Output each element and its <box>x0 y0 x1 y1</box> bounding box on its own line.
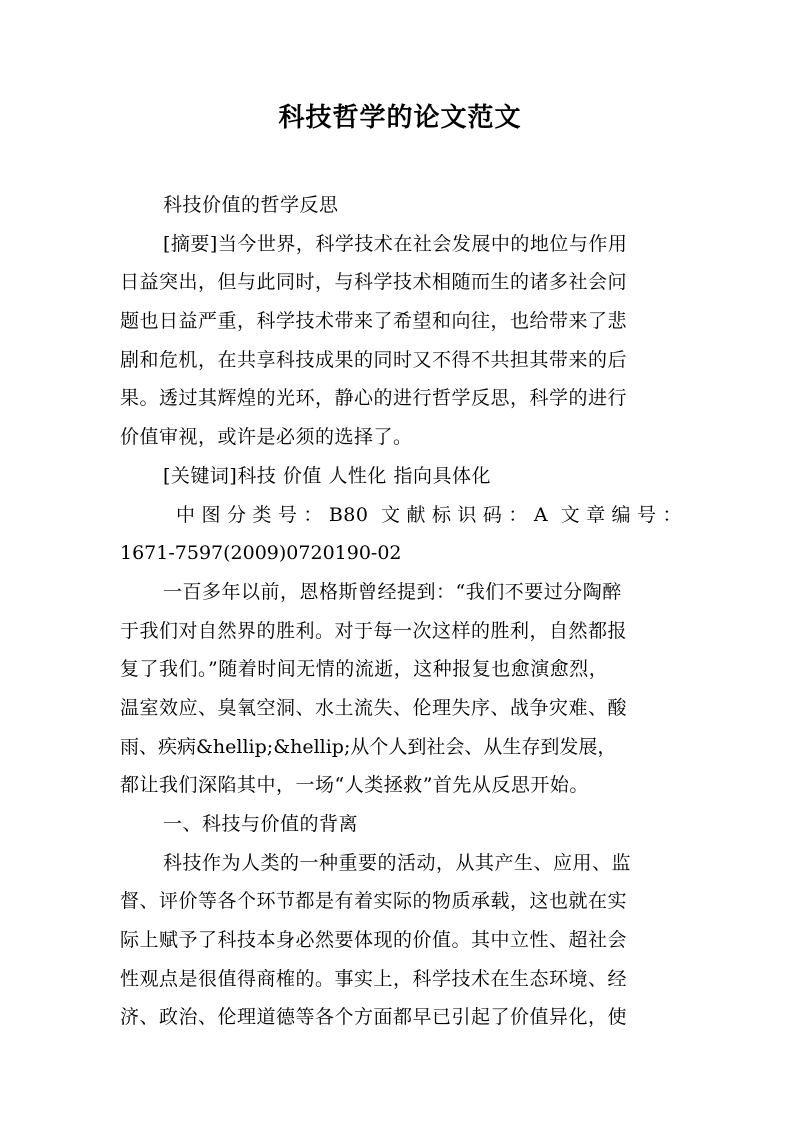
document-body <box>120 186 682 1037</box>
paragraph-line: 雨、疾病&hellip;&hellip;从个人到社会、从生存到发展， <box>120 735 617 758</box>
paragraph-line: 性观点是很值得商榷的。事实上，科学技术在生态环境、经 <box>120 967 628 990</box>
classification-line: 中图分类号：B80 文献标识码：A 文章编号： <box>176 503 682 526</box>
section-subtitle: 科技价值的哲学反思 <box>163 194 339 216</box>
paragraph-line: 都让我们深陷其中，一场“人类拯救”首先从反思开始。 <box>120 774 589 797</box>
abstract-line: 剧和危机，在共享科技成果的同时又不得不共担其带来的后 <box>120 348 628 371</box>
abstract-line: 果。透过其辉煌的光环，静心的进行哲学反思，科学的进行 <box>120 387 628 410</box>
keywords-line: [关键词]科技 价值 人性化 指向具体化 <box>163 464 491 487</box>
paragraph-line: 于我们对自然界的胜利。对于每一次这样的胜利，自然都报 <box>120 619 628 642</box>
paragraph-line: 一百多年以前，恩格斯曾经提到：“我们不要过分陶醉 <box>163 580 622 603</box>
classification-code-line: 1671-7597(2009)0720190-02 <box>120 542 402 565</box>
abstract-line: 价值审视，或许是必须的选择了。 <box>120 426 413 449</box>
paragraph-line: 复了我们。”随着时间无情的流逝，这种报复也愈演愈烈， <box>120 658 609 681</box>
abstract-line: [摘要]当今世界，科学技术在社会发展中的地位与作用 <box>163 232 628 255</box>
abstract-line: 题也日益严重，科学技术带来了希望和向往，也给带来了悲 <box>120 310 628 333</box>
paragraph-line: 科技作为人类的一种重要的活动，从其产生、应用、监 <box>163 851 632 874</box>
paragraph-line: 督、评价等各个环节都是有着实际的物质承载，这也就在实 <box>120 890 628 913</box>
section-heading: 一、科技与价值的背离 <box>163 813 359 835</box>
paragraph-line: 际上赋予了科技本身必然要体现的价值。其中立性、超社会 <box>120 929 628 952</box>
paragraph-line: 温室效应、臭氧空洞、水土流失、伦理失序、战争灾难、酸 <box>120 696 628 719</box>
paragraph-line: 济、政治、伦理道德等各个方面都早已引起了价值异化，使 <box>120 1006 628 1029</box>
abstract-line: 日益突出，但与此同时，与科学技术相随而生的诸多社会问 <box>120 271 628 294</box>
document-title: 科技哲学的论文范文 <box>278 103 522 133</box>
